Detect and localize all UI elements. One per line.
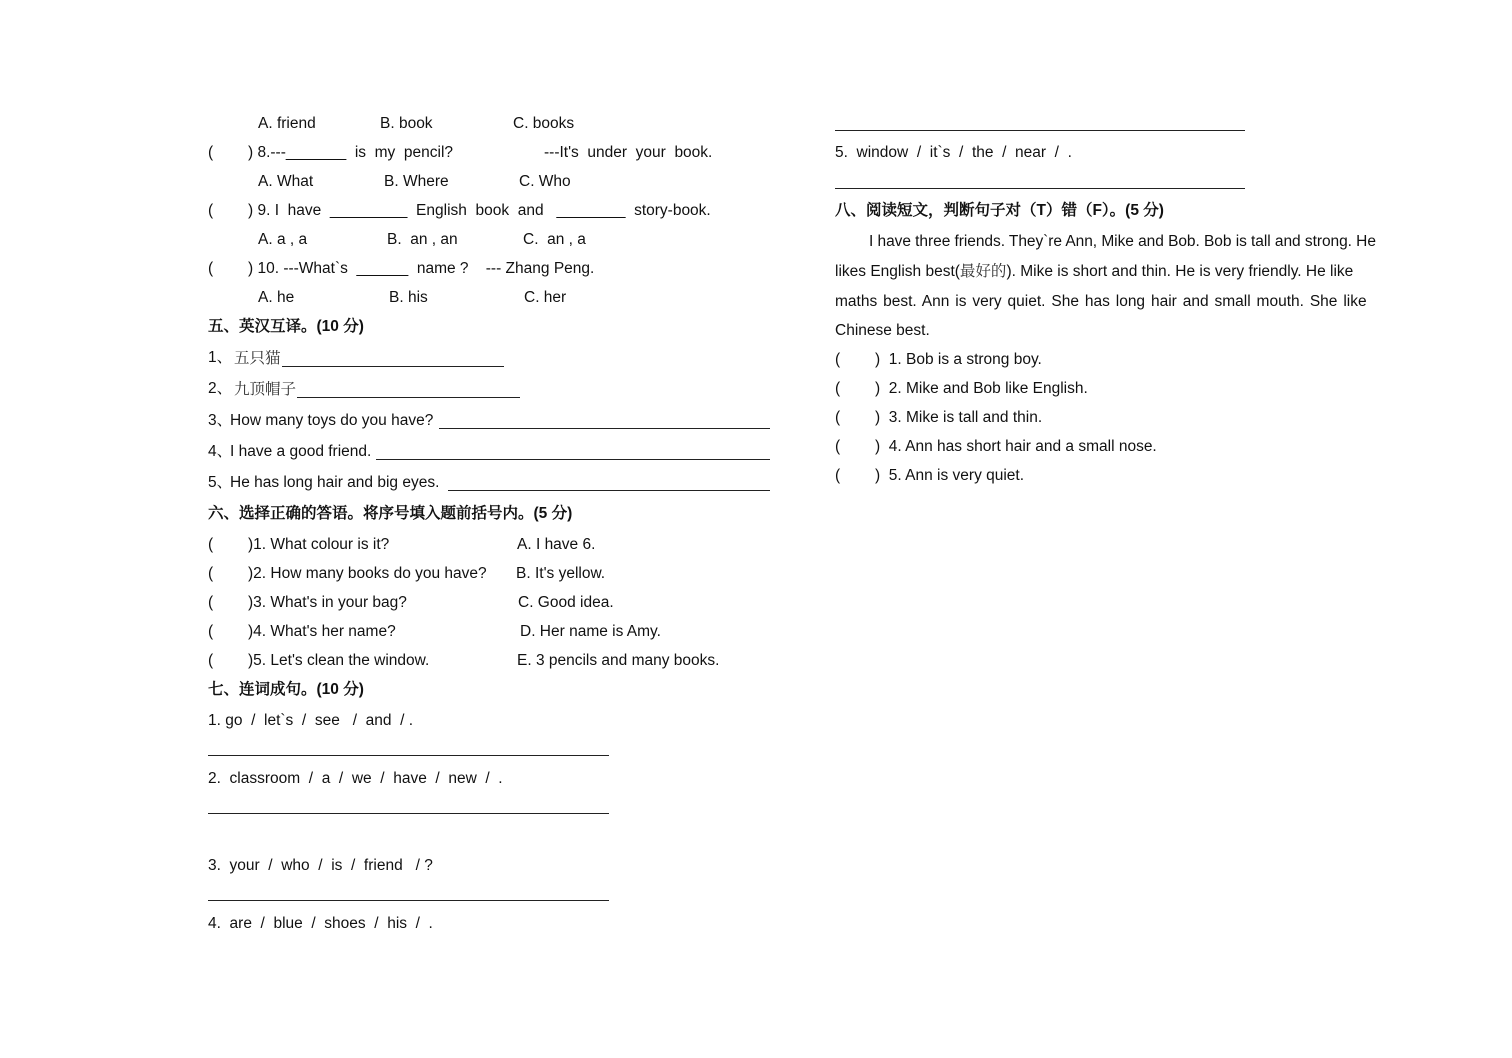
q9-option-a: A. a , a <box>258 231 308 248</box>
sec5-item2-num: 2、 <box>208 380 233 397</box>
section7-title: 七、连词成句。(10 分) <box>208 681 364 698</box>
q8-option-a: A. What <box>258 173 314 190</box>
sec5-item2-text: 九顶帽子 <box>234 380 297 398</box>
q10-option-c: C. her <box>524 289 567 306</box>
sec8-item3-paren: ( <box>835 409 841 426</box>
q8-paren: ( <box>208 144 214 161</box>
sec8-item3: ) 3. Mike is tall and thin. <box>875 409 1043 426</box>
q10-option-a: A. he <box>258 289 295 306</box>
sec6-item3-paren: ( <box>208 594 214 611</box>
sec7-item3: 3. your / who / is / friend / ? <box>208 857 433 874</box>
sec8-item4-paren: ( <box>835 438 841 455</box>
sec6-item1-answer: A. I have 6. <box>517 536 596 553</box>
sec7-item1-answer-line[interactable] <box>208 755 609 756</box>
sec5-item2-answer-line[interactable] <box>297 397 520 398</box>
sec7-item3-answer-line[interactable] <box>208 900 609 901</box>
sec6-item1-question: )1. What colour is it? <box>248 536 390 553</box>
sec6-item5-question: )5. Let's clean the window. <box>248 652 430 669</box>
sec6-item1-paren: ( <box>208 536 214 553</box>
q9-paren: ( <box>208 202 214 219</box>
sec6-item2-answer: B. It's yellow. <box>516 565 606 582</box>
sec6-item2-paren: ( <box>208 565 214 582</box>
sec8-item5-paren: ( <box>835 467 841 484</box>
sec5-item4-text: I have a good friend. <box>230 443 372 460</box>
sec5-item5-text: He has long hair and big eyes. <box>230 474 440 491</box>
sec5-item3-answer-line[interactable] <box>439 428 770 429</box>
sec6-item3-question: )3. What's in your bag? <box>248 594 407 611</box>
sec5-item1-num: 1、 <box>208 349 233 366</box>
q7-option-b: B. book <box>380 115 433 132</box>
sec5-item1-answer-line[interactable] <box>282 366 504 367</box>
sec6-item5-answer: E. 3 pencils and many books. <box>517 652 720 669</box>
q10-question: ) 10. ---What`s ______ name ? --- Zhang Peng. <box>248 260 595 277</box>
sec7-item4: 4. are / blue / shoes / his / . <box>208 915 433 932</box>
sec5-item5-answer-line[interactable] <box>448 490 770 491</box>
section8-title: 八、阅读短文，判断句子对（T）错（F）。(5 分) <box>835 202 1164 219</box>
q8-question: ) 8.---_______ is my pencil? <box>248 144 454 161</box>
q7-option-c: C. books <box>513 115 575 132</box>
sec5-item3-text: How many toys do you have? <box>230 412 434 429</box>
sec6-item2-question: )2. How many books do you have? <box>248 565 487 582</box>
sec7-item4-answer-line[interactable] <box>835 130 1245 131</box>
q10-option-b: B. his <box>389 289 428 306</box>
section6-title: 六、选择正确的答语。将序号填入题前括号内。(5 分) <box>208 505 573 522</box>
sec6-item4-paren: ( <box>208 623 214 640</box>
sec5-item4-answer-line[interactable] <box>376 459 770 460</box>
passage-line-4: Chinese best. <box>835 322 930 339</box>
sec7-item5: 5. window / it`s / the / near / . <box>835 144 1072 161</box>
sec5-item3-num: 3、 <box>208 412 233 429</box>
sec8-item2-paren: ( <box>835 380 841 397</box>
sec8-item4: ) 4. Ann has short hair and a small nose. <box>875 438 1157 455</box>
sec5-item5-num: 5、 <box>208 474 233 491</box>
passage-line-3: maths best. Ann is very quiet. She has long hair and small mouth. She like <box>835 293 1367 310</box>
sec6-item4-question: )4. What's her name? <box>248 623 396 640</box>
q8-answer: ---It's under your book. <box>544 144 713 161</box>
sec7-item2-answer-line[interactable] <box>208 813 609 814</box>
passage-line-2: likes English best(最好的). Mike is short and thin. He is very friendly. He like <box>835 262 1354 280</box>
q8-option-b: B. Where <box>384 173 449 190</box>
q7-option-a: A. friend <box>258 115 316 132</box>
sec7-item5-answer-line[interactable] <box>835 188 1245 189</box>
sec8-item5: ) 5. Ann is very quiet. <box>875 467 1025 484</box>
sec5-item1-text: 五只猫 <box>234 349 281 367</box>
q9-question: ) 9. I have _________ English book and ________ story-book. <box>248 202 711 219</box>
q10-paren: ( <box>208 260 214 277</box>
passage-line-1: I have three friends. They`re Ann, Mike and Bob. Bob is tall and strong. He <box>869 233 1376 250</box>
sec7-item1: 1. go / let`s / see / and / . <box>208 712 414 729</box>
sec6-item4-answer: D. Her name is Amy. <box>520 623 661 640</box>
sec8-item1-paren: ( <box>835 351 841 368</box>
section5-title: 五、英汉互译。(10 分) <box>208 318 364 335</box>
sec8-item1: ) 1. Bob is a strong boy. <box>875 351 1042 368</box>
sec6-item5-paren: ( <box>208 652 214 669</box>
q8-option-c: C. Who <box>519 173 571 190</box>
sec6-item3-answer: C. Good idea. <box>518 594 614 611</box>
sec5-item4-num: 4、 <box>208 443 233 460</box>
sec7-item2: 2. classroom / a / we / have / new / . <box>208 770 503 787</box>
q9-option-b: B. an , an <box>387 231 458 248</box>
sec8-item2: ) 2. Mike and Bob like English. <box>875 380 1088 397</box>
q9-option-c: C. an , a <box>523 231 586 248</box>
